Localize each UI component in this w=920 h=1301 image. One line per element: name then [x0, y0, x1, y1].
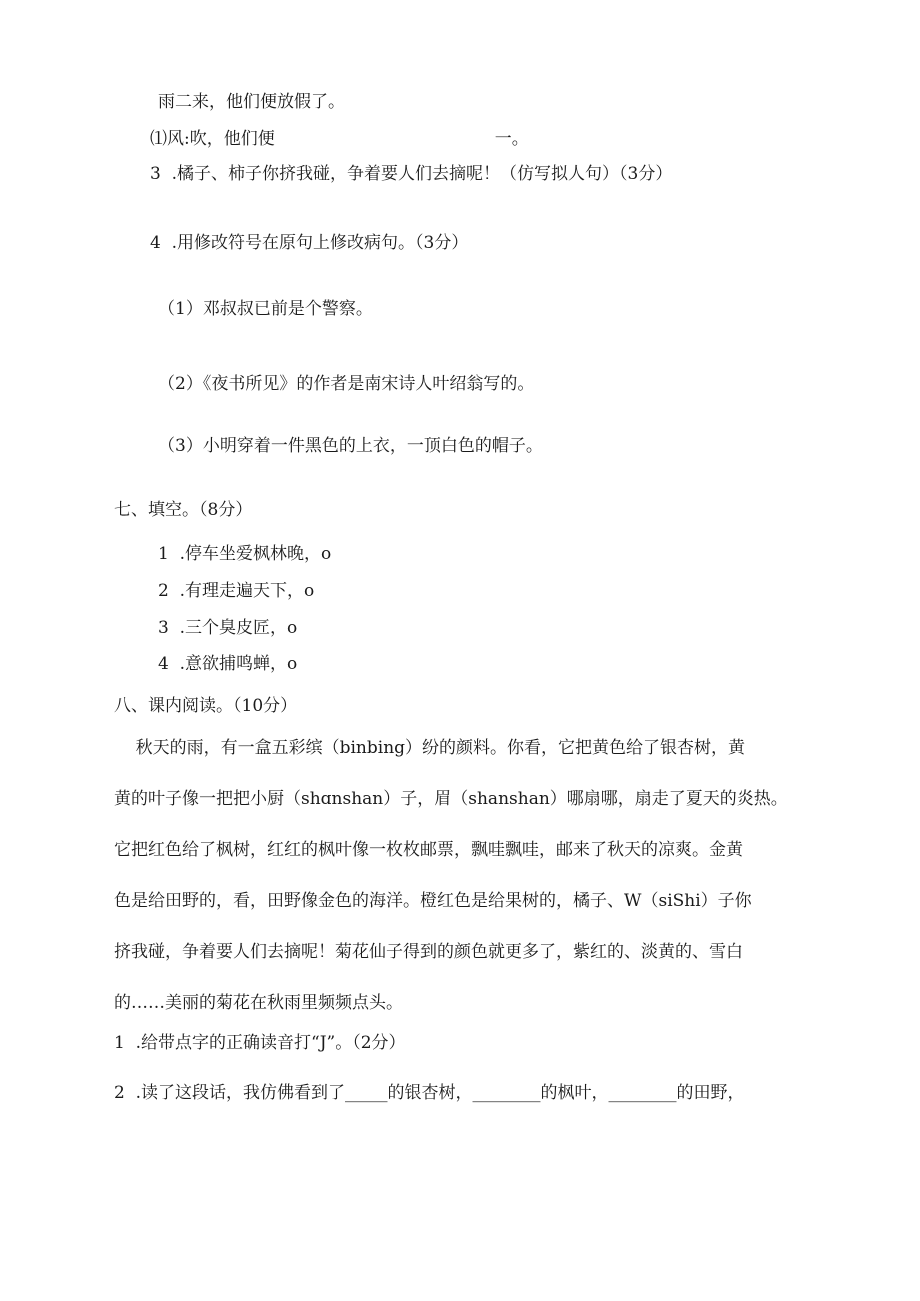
fill-blank-item: 2 .有理走遍天下，o — [158, 581, 315, 601]
fill-blank-item: 1 .停车坐爱枫林晚，o — [158, 544, 332, 564]
passage-line: 黄的叶子像一把把小厨（shɑnshan）子，眉（shanshan）哪扇哪，扇走了夏天的炎热。 — [114, 789, 788, 809]
reading-heading: 八、课内阅读。（10分） — [114, 696, 298, 716]
question-2: 2 .读了这段话，我仿佛看到了_____的银杏树，________的枫叶，________的田野， — [114, 1083, 745, 1103]
correction-task: 4 .用修改符号在原句上修改病句。（3分） — [150, 233, 469, 253]
imitate-item-1-suffix: 一。 — [494, 129, 529, 149]
passage-line: 它把红色给了枫树，红红的枫叶像一枚枚邮票，飘哇飘哇，邮来了秋天的凉爽。金黄 — [114, 840, 743, 860]
imitate-item-1-prefix: ⑴风:吹，他们便 — [150, 129, 275, 149]
passage-line: 秋天的雨，有一盒五彩缤（binbing）纷的颜料。你看，它把黄色给了银杏树，黄 — [114, 738, 746, 758]
question-1: 1 .给带点字的正确读音打“J”。（2分） — [114, 1033, 406, 1053]
fill-blank-item: 4 .意欲捕鸣蝉，o — [158, 654, 298, 674]
reading-passage — [114, 736, 804, 1042]
passage-line: 挤我碰，争着要人们去摘呢！菊花仙子得到的颜色就更多了，紫红的、淡黄的、雪白 — [114, 942, 743, 962]
faulty-sentence-3: （3）小明穿着一件黑色的上衣，一顶白色的帽子。 — [158, 436, 543, 456]
fill-blank-item: 3 .三个臭皮匠，o — [158, 618, 298, 638]
personification-task: 3 .橘子、柿子你挤我碰，争着要人们去摘呢！（仿写拟人句）（3分） — [150, 164, 673, 184]
imitate-item-1 — [150, 127, 529, 151]
passage-line: 色是给田野的，看，田野像金色的海洋。橙红色是给果树的，橘子、W（siShi）子你 — [114, 891, 752, 911]
passage-line: 的……美丽的菊花在秋雨里频频点头。 — [114, 993, 403, 1013]
faulty-sentence-2: （2）《夜书所见》的作者是南宋诗人叶绍翁写的。 — [158, 374, 535, 394]
fill-blanks-heading: 七、填空。（8分） — [114, 500, 253, 520]
example-sentence: 雨二来，他们便放假了。 — [158, 92, 345, 112]
faulty-sentence-1: （1）邓叔叔已前是个警察。 — [158, 299, 373, 319]
